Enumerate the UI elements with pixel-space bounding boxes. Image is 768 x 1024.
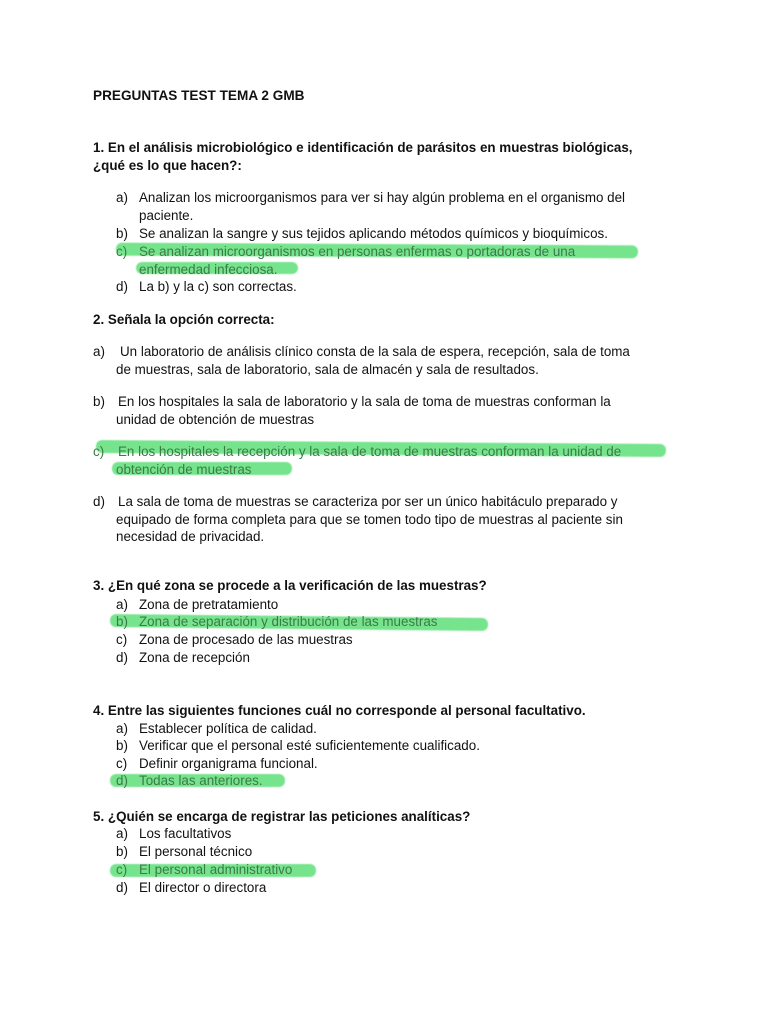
option-letter: d) (93, 494, 105, 509)
option-text: Un laboratorio de análisis clínico consta de la sala de espera, recepción, sala de toma (120, 344, 630, 359)
option-letter: d) (116, 773, 128, 788)
option-text: Se analizan la sangre y sus tejidos aplicando métodos químicos y bioquímicos. (139, 226, 608, 241)
document-title: PREGUNTAS TEST TEMA 2 GMB (93, 88, 305, 103)
question-4: 4. Entre las siguientes funciones cuál no corresponde al personal facultativo. (93, 703, 586, 718)
option-text: Zona de pretratamiento (139, 597, 279, 612)
option-text: obtención de muestras (116, 461, 252, 477)
question-1-line2: ¿qué es lo que hacen?: (93, 158, 242, 173)
option-text: Zona de recepción (139, 650, 250, 665)
option-letter: b) (93, 394, 105, 409)
option-letter: d) (116, 279, 128, 294)
option-letter: a) (116, 597, 128, 612)
option-letter: c) (116, 632, 128, 647)
question-5: 5. ¿Quién se encarga de registrar las peticiones analíticas? (93, 809, 471, 824)
option-text: Analizan los microorganismos para ver si hay algún problema en el organismo del (139, 190, 626, 205)
option-letter: a) (116, 190, 128, 205)
option-letter: a) (116, 721, 128, 736)
option-text: Los facultativos (139, 826, 232, 841)
option-text: equipado de forma completa para que se tomen todo tipo de muestras al paciente sin (116, 511, 623, 527)
option-text: Verificar que el personal esté suficientemente cualificado. (139, 738, 480, 753)
option-text: Todas las anteriores. (139, 773, 263, 788)
option-text: En los hospitales la sala de laboratorio y la sala de toma de muestras conforman la (118, 394, 611, 409)
option-letter: b) (116, 226, 128, 241)
option-text: La sala de toma de muestras se caracteriza por ser un único habitáculo preparado y (118, 494, 618, 509)
option-text: Establecer política de calidad. (139, 721, 317, 736)
option-text: El personal administrativo (139, 862, 293, 877)
option-text: En los hospitales la recepción y la sala de toma de muestras conforman la unidad de (118, 444, 622, 459)
question-1 (93, 139, 683, 175)
option-text: de muestras, sala de laboratorio, sala de almacén y sala de resultados. (116, 361, 539, 377)
option-letter: d) (116, 650, 128, 665)
option-text: Definir organigrama funcional. (139, 756, 318, 771)
question-2: 2. Señala la opción correcta: (93, 312, 275, 327)
option-text: El personal técnico (139, 844, 253, 859)
option-letter: c) (116, 862, 128, 877)
option-letter: c) (116, 244, 128, 259)
option-text: Zona de procesado de las muestras (139, 632, 353, 647)
question-1-line1: 1. En el análisis microbiológico e identificación de parásitos en muestras biológicas, (93, 140, 633, 155)
option-text: Zona de separación y distribución de las muestras (139, 614, 438, 629)
option-text: paciente. (139, 207, 194, 223)
option-letter: a) (93, 344, 105, 359)
option-letter: c) (93, 444, 105, 459)
option-text: La b) y la c) son correctas. (139, 279, 297, 294)
option-text: enfermedad infecciosa. (139, 261, 278, 277)
option-text: Se analizan microorganismos en personas enfermas o portadoras de una (139, 244, 576, 259)
question-3: 3. ¿En qué zona se procede a la verificación de las muestras? (93, 578, 487, 593)
option-letter: b) (116, 844, 128, 859)
option-letter: a) (116, 826, 128, 841)
option-letter: d) (116, 880, 128, 895)
option-letter: b) (116, 738, 128, 753)
option-letter: c) (116, 756, 128, 771)
option-letter: b) (116, 614, 128, 629)
option-text: necesidad de privacidad. (116, 529, 265, 544)
option-text: unidad de obtención de muestras (116, 411, 315, 427)
option-text: El director o directora (139, 880, 267, 895)
